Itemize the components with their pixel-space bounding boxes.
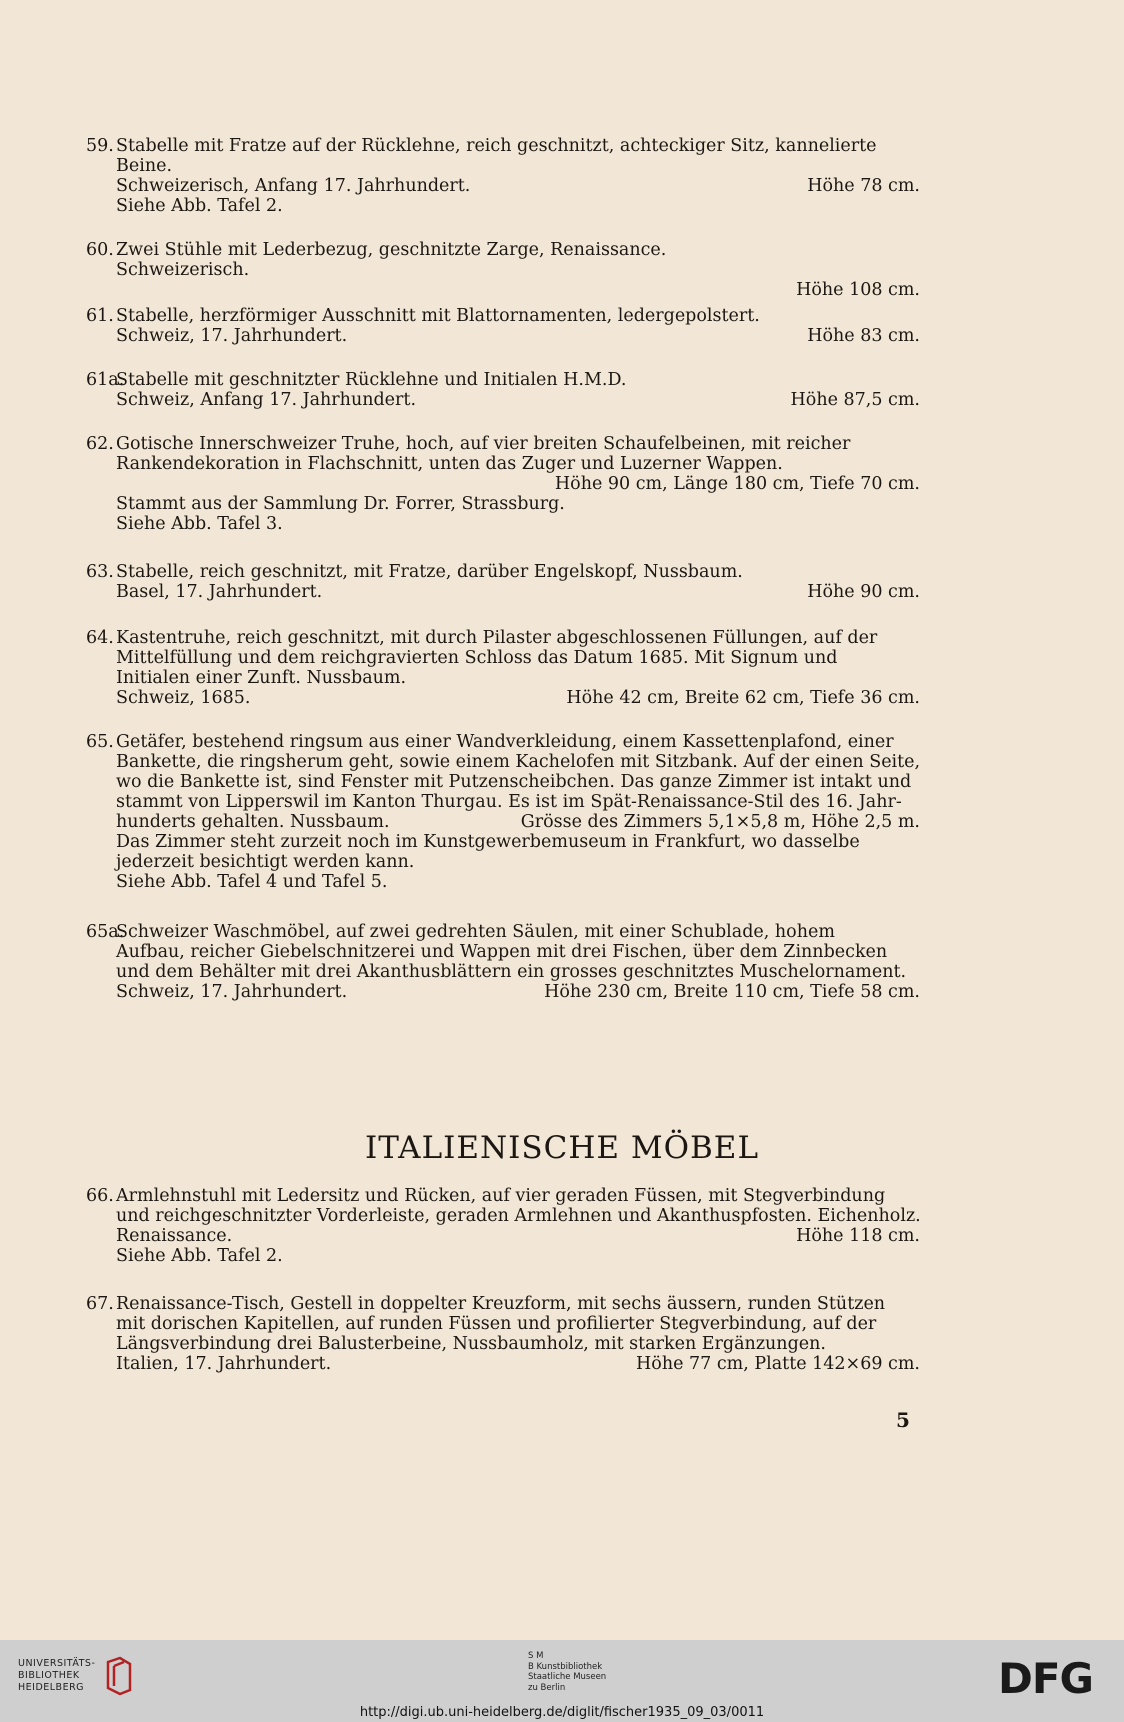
entry-text: Schweizerisch, Anfang 17. Jahrhundert. [116, 176, 471, 196]
entry-text: Renaissance-Tisch, Gestell in doppelter Kreuzform, mit sechs äussern, runden Stützen [116, 1294, 886, 1314]
entry-text: Beine. [116, 156, 173, 176]
entry-text: und dem Behälter mit drei Akanthusblättern ein grosses geschnitztes Muschelornament. [116, 962, 907, 982]
entry-number: 65a. [86, 922, 125, 942]
permalink-url[interactable]: http://digi.ub.uni-heidelberg.de/diglit/fischer1935_09_03/0011 [359, 1705, 765, 1720]
entry-text: Stabelle mit Fratze auf der Rücklehne, reich geschnitzt, achteckiger Sitz, kannelierte [116, 136, 877, 156]
entry-text: Italien, 17. Jahrhundert. [116, 1354, 332, 1374]
entry-number: 63. [86, 562, 114, 582]
entry-number: 64. [86, 628, 114, 648]
catalog-entry-67 [86, 1294, 920, 1374]
catalog-entry-61a [86, 370, 920, 410]
dfg-logo: DFG [998, 1654, 1094, 1703]
entry-number: 67. [86, 1294, 114, 1314]
digitization-footer [0, 1640, 1124, 1722]
entry-text: Mittelfüllung und dem reichgravierten Schloss das Datum 1685. Mit Signum und [116, 648, 838, 668]
entry-text: Schweiz, 1685. [116, 688, 251, 708]
entry-number: 61. [86, 306, 114, 326]
entry-text: Renaissance. [116, 1226, 233, 1246]
entry-dimensions: Höhe 108 cm. [796, 280, 920, 300]
entry-text: Schweizer Waschmöbel, auf zwei gedrehten Säulen, mit einer Schublade, hohem [116, 922, 835, 942]
catalog-entry-65a [86, 922, 920, 1002]
entry-text: Schweiz, 17. Jahrhundert. [116, 326, 348, 346]
entry-dimensions: Höhe 42 cm, Breite 62 cm, Tiefe 36 cm. [566, 688, 920, 708]
entry-text: und reichgeschnitzter Vorderleiste, geraden Armlehnen und Akanthuspfosten. Eichenholz. [116, 1206, 921, 1226]
entry-dimensions: Höhe 77 cm, Platte 142×69 cm. [636, 1354, 920, 1374]
entry-text: stammt von Lipperswil im Kanton Thurgau. Es ist im Spät-Renaissance-Stil des 16. Jahr- [116, 792, 902, 812]
ub-heidelberg-emblem-icon [104, 1656, 134, 1696]
entry-dimensions: Höhe 230 cm, Breite 110 cm, Tiefe 58 cm. [544, 982, 920, 1002]
entry-dimensions: Grösse des Zimmers 5,1×5,8 m, Höhe 2,5 m. [520, 812, 920, 832]
entry-dimensions: Höhe 90 cm, Länge 180 cm, Tiefe 70 cm. [554, 474, 920, 494]
ub-heidelberg-logo-text[interactable]: UNIVERSITÄTS- BIBLIOTHEK HEIDELBERG [18, 1658, 96, 1693]
entry-text: Stabelle, herzförmiger Ausschnitt mit Blattornamenten, ledergepolstert. [116, 306, 760, 326]
entry-text: Siehe Abb. Tafel 2. [116, 1246, 283, 1266]
entry-text: Stabelle, reich geschnitzt, mit Fratze, darüber Engelskopf, Nussbaum. [116, 562, 743, 582]
entry-number: 65. [86, 732, 114, 752]
entry-dimensions: Höhe 78 cm. [807, 176, 920, 196]
entry-text: wo die Bankette ist, sind Fenster mit Putzenscheibchen. Das ganze Zimmer ist intakt und [116, 772, 912, 792]
entry-text: Basel, 17. Jahrhundert. [116, 582, 323, 602]
entry-text: Schweiz, 17. Jahrhundert. [116, 982, 348, 1002]
entry-text: Das Zimmer steht zurzeit noch im Kunstgewerbemuseum in Frankfurt, wo dasselbe [116, 832, 860, 852]
entry-text: Rankendekoration in Flachschnitt, unten das Zuger und Luzerner Wappen. [116, 454, 783, 474]
entry-text: Bankette, die ringsherum geht, sowie einem Kachelofen mit Sitzbank. Auf der einen Seite, [116, 752, 921, 772]
entry-number: 60. [86, 240, 114, 260]
entry-number: 61a. [86, 370, 125, 390]
entry-text: jederzeit besichtigt werden kann. [116, 852, 415, 872]
entry-text: mit dorischen Kapitellen, auf runden Füssen und profilierter Stegverbindung, auf der [116, 1314, 877, 1334]
catalog-entry-62 [86, 434, 920, 534]
entry-dimensions: Höhe 87,5 cm. [790, 390, 920, 410]
entry-text: Siehe Abb. Tafel 2. [116, 196, 283, 216]
entry-dimensions: Höhe 90 cm. [807, 582, 920, 602]
page-number: 5 [896, 1408, 910, 1432]
section-heading: ITALIENISCHE MÖBEL [364, 1130, 760, 1166]
entry-number: 62. [86, 434, 114, 454]
catalog-entry-60 [86, 240, 920, 300]
entry-text: Längsverbindung drei Balusterbeine, Nussbaumholz, mit starken Ergänzungen. [116, 1334, 826, 1354]
entry-text: Getäfer, bestehend ringsum aus einer Wandverkleidung, einem Kassettenplafond, einer [116, 732, 894, 752]
entry-text: Schweizerisch. [116, 260, 250, 280]
entry-number: 66. [86, 1186, 114, 1206]
catalog-entry-64 [86, 628, 920, 708]
entry-number: 59. [86, 136, 114, 156]
entry-text: Initialen einer Zunft. Nussbaum. [116, 668, 407, 688]
entry-text: Siehe Abb. Tafel 3. [116, 514, 283, 534]
catalog-entry-59 [86, 136, 920, 216]
entry-text: Armlehnstuhl mit Ledersitz und Rücken, auf vier geraden Füssen, mit Stegverbindung [116, 1186, 886, 1206]
entry-text: Stammt aus der Sammlung Dr. Forrer, Strassburg. [116, 494, 565, 514]
catalog-entry-65 [86, 732, 920, 892]
entry-text: Schweiz, Anfang 17. Jahrhundert. [116, 390, 417, 410]
catalog-entry-61 [86, 306, 920, 346]
entry-dimensions: Höhe 83 cm. [807, 326, 920, 346]
catalog-entry-63 [86, 562, 920, 602]
entry-text: hunderts gehalten. Nussbaum. [116, 812, 390, 832]
entry-text: Stabelle mit geschnitzter Rücklehne und Initialen H.M.D. [116, 370, 627, 390]
smb-kunstbibliothek-logo: S M B Kunstbibliothek Staatliche Museen zu Berlin [528, 1651, 607, 1693]
entry-text: Zwei Stühle mit Lederbezug, geschnitzte Zarge, Renaissance. [116, 240, 667, 260]
entry-dimensions: Höhe 118 cm. [796, 1226, 920, 1246]
entry-text: Aufbau, reicher Giebelschnitzerei und Wappen mit drei Fischen, über dem Zinnbecken [116, 942, 888, 962]
catalog-entry-66 [86, 1186, 920, 1266]
entry-text: Kastentruhe, reich geschnitzt, mit durch Pilaster abgeschlossenen Füllungen, auf der [116, 628, 878, 648]
entry-text: Siehe Abb. Tafel 4 und Tafel 5. [116, 872, 388, 892]
entry-text: Gotische Innerschweizer Truhe, hoch, auf vier breiten Schaufelbeinen, mit reicher [116, 434, 851, 454]
